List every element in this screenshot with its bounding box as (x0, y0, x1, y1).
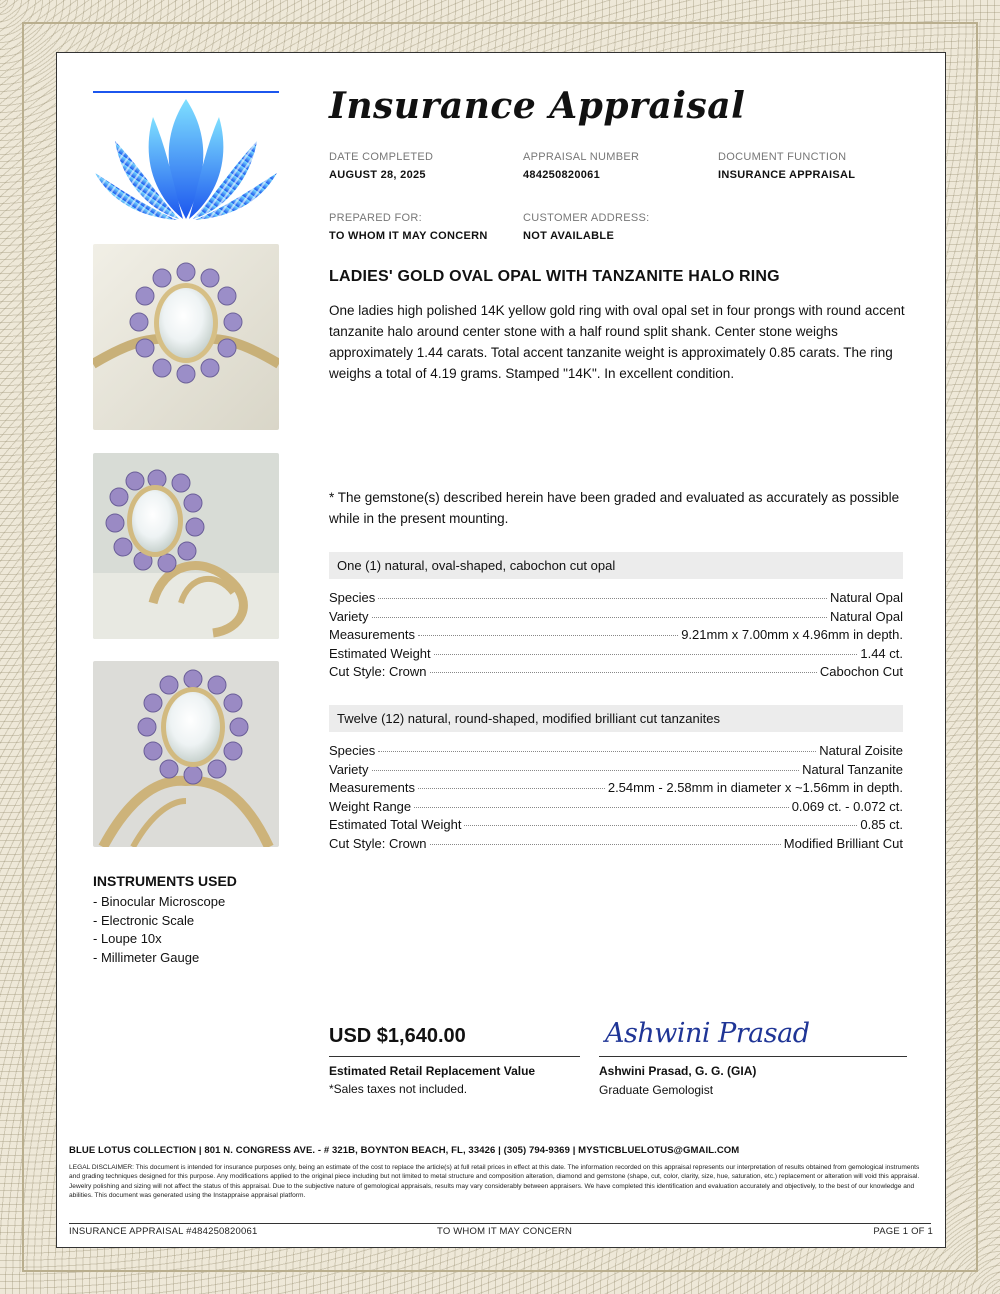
appraisal-number-value: 484250820061 (523, 169, 601, 181)
footer-appraisal-id: INSURANCE APPRAISAL #484250820061 (69, 1226, 258, 1237)
document-title: Insurance Appraisal (329, 85, 746, 127)
spec-value: 1.44 ct. (860, 645, 903, 661)
customer-address-value: NOT AVAILABLE (523, 230, 615, 242)
grading-note: * The gemstone(s) described herein have been graded and evaluated as accurately as possible while in the present mounting. (329, 490, 900, 526)
valuation-label: Estimated Retail Replacement Value (329, 1064, 536, 1078)
customer-address (523, 212, 650, 242)
document-function (718, 151, 855, 181)
dot-leader (372, 617, 828, 618)
spec-key: Estimated Total Weight (329, 817, 462, 832)
footer-page-number: PAGE 1 OF 1 (873, 1226, 933, 1237)
dot-leader (430, 672, 817, 673)
spec-row (329, 663, 903, 682)
spec-key: Cut Style: Crown (329, 835, 427, 851)
legal-disclaimer: LEGAL DISCLAIMER: This document is intended for insurance purposes only, being an estimate of the cost to replace the article(s) at full retail prices in effect at this date. The information recorded on this appraisal represents our interpretation of results obtained from gemological instruments and grading techniques designed for this purpose. Any modifications applied to the original piece including but not limited to metal structure and composition alteration, diamond and gemstone (shape, cut, color, clarity, size, hue, saturation, etc.) replacement or alteration will void this appraisal. Jewelry polishing and sizing will not affect the status of this appraisal. Due to the subjective nature of gemological appraisals, results may vary considerably between appraisers. We have completed this identification and evaluation accurately and objectively, to the best of our knowledge and abilities. This document was generated using the Instappraise appraisal platform. (69, 1164, 920, 1200)
appraiser-name: Ashwini Prasad, G. G. (GIA) (599, 1064, 757, 1078)
dot-leader (464, 825, 857, 826)
spec-key: Species (329, 743, 376, 758)
ring-photo-top (93, 244, 279, 430)
dot-leader (414, 807, 789, 808)
spec-value: 2.54mm - 2.58mm in diameter x ~1.56mm in depth. (607, 780, 903, 795)
spec-value: Natural Zoisite (819, 743, 903, 758)
spec-value: Natural Tanzanite (802, 761, 903, 777)
prepared-for-value: TO WHOM IT MAY CONCERN (329, 230, 488, 242)
spec-row (329, 742, 903, 761)
dot-leader (372, 770, 800, 771)
spec-key: Measurements (329, 780, 415, 795)
spec-row (329, 779, 903, 798)
stone-specs (329, 589, 903, 682)
instruments-title: INSTRUMENTS USED (93, 873, 237, 889)
spec-value: 0.85 ct. (860, 817, 903, 832)
spec-row (329, 589, 903, 608)
spec-row (329, 835, 903, 854)
spec-value: Natural Opal (830, 590, 903, 605)
ring-photo-bottom (93, 661, 279, 847)
item-description: One ladies high polished 14K yellow gold ring with oval opal set in four prongs with round accent tanzanite halo around center stone with a half round split shank. Center stone weighs approximately 1.44 carats. Total accent tanzanite weight is approximately 0.85 carats. The ring weighs a total of 4.19 grams. Stamped "14K". In excellent condition. (329, 303, 905, 381)
price-rule (329, 1056, 580, 1057)
spec-value: Natural Opal (830, 608, 903, 624)
stone-heading: One (1) natural, oval-shaped, cabochon cut opal (329, 552, 903, 579)
spec-key: Cut Style: Crown (329, 664, 427, 679)
dot-leader (418, 635, 678, 636)
business-info: BLUE LOTUS COLLECTION | 801 N. CONGRESS AVE. - # 321B, BOYNTON BEACH, FL, 33426 | (305) 794-9369 | MYSTICBLUELOTUS@GMAIL.COM (69, 1145, 740, 1156)
spec-value: Modified Brilliant Cut (783, 835, 903, 851)
appraiser-title: Graduate Gemologist (599, 1083, 714, 1097)
prepared-for-label: PREPARED FOR: (329, 212, 422, 224)
spec-value: 9.21mm x 7.00mm x 4.96mm in depth. (681, 627, 903, 642)
spec-key: Weight Range (329, 798, 412, 814)
customer-address-label: CUSTOMER ADDRESS: (523, 212, 650, 224)
spec-key: Estimated Weight (329, 645, 431, 661)
spec-row (329, 626, 903, 645)
prepared-for (329, 212, 488, 242)
spec-row (329, 761, 903, 780)
dot-leader (434, 654, 858, 655)
date-completed (329, 151, 433, 181)
price-value: USD $1,640.00 (329, 1025, 466, 1047)
date-completed-label: DATE COMPLETED (329, 151, 434, 163)
appraisal-number (523, 151, 639, 181)
appraisal-number-label: APPRAISAL NUMBER (523, 151, 640, 163)
document-function-value: INSURANCE APPRAISAL (718, 169, 856, 181)
dot-leader (378, 751, 816, 752)
instrument-item: - Loupe 10x (93, 931, 162, 946)
spec-key: Variety (329, 608, 369, 624)
spec-row (329, 645, 903, 664)
spec-key: Variety (329, 761, 369, 777)
stone-heading: Twelve (12) natural, round-shaped, modified brilliant cut tanzanites (329, 705, 903, 732)
item-title: LADIES' GOLD OVAL OPAL WITH TANZANITE HALO RING (329, 268, 780, 285)
stone-specs (329, 742, 903, 853)
dot-leader (418, 788, 605, 789)
instrument-item: - Binocular Microscope (93, 894, 226, 909)
appraiser-signature: Ashwini Prasad (605, 1018, 810, 1049)
spec-key: Species (329, 590, 376, 605)
signature-rule (599, 1056, 907, 1057)
spec-row (329, 608, 903, 627)
lotus-logo (93, 91, 279, 221)
footer-rule (69, 1223, 931, 1224)
instrument-item: - Electronic Scale (93, 912, 195, 928)
instruments-list (93, 893, 225, 967)
dot-leader (378, 598, 827, 599)
ring-photo-middle (93, 453, 279, 639)
spec-value: Cabochon Cut (819, 664, 903, 679)
tax-note: *Sales taxes not included. (329, 1082, 468, 1096)
instrument-item: - Millimeter Gauge (93, 949, 200, 965)
spec-key: Measurements (329, 627, 415, 642)
certificate-page (56, 52, 946, 1248)
spec-row (329, 816, 903, 835)
dot-leader (430, 844, 781, 845)
spec-value: 0.069 ct. - 0.072 ct. (791, 798, 903, 814)
footer-recipient: TO WHOM IT MAY CONCERN (437, 1226, 573, 1237)
spec-row (329, 798, 903, 817)
document-function-label: DOCUMENT FUNCTION (718, 151, 847, 163)
date-completed-value: AUGUST 28, 2025 (329, 169, 426, 181)
